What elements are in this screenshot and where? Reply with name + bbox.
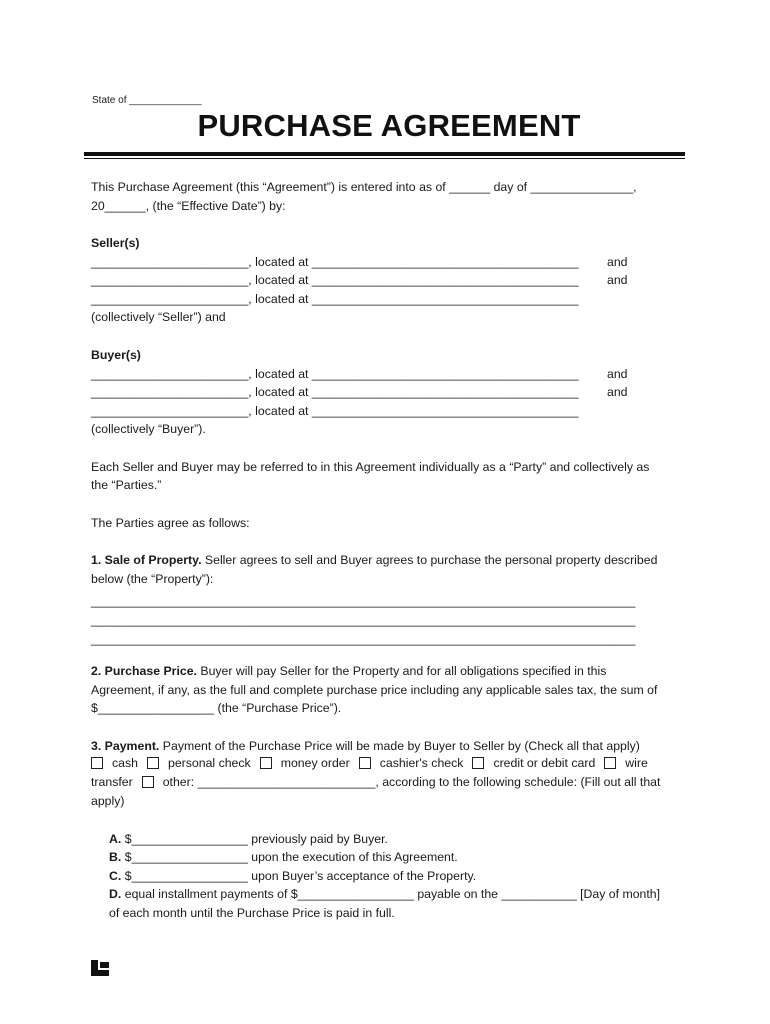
- schedule-item-a: [109, 832, 388, 846]
- cash-label: cash: [112, 756, 138, 770]
- parties-line-1: Each Seller and Buyer may be referred to in this Agreement individually as a “Party” and collectively as: [91, 460, 650, 474]
- section-1-text: Seller agrees to sell and Buyer agrees to purchase the personal property described: [201, 553, 658, 567]
- buyer-name-blank: _______________________: [91, 367, 249, 381]
- seller-name-blank: _______________________: [91, 292, 249, 306]
- cashiers-check-label: cashier's check: [379, 756, 464, 770]
- intro-line-2: 20______, (the “Effective Date”) by:: [91, 199, 286, 213]
- seller-row: [91, 273, 579, 287]
- seller-name-blank: _______________________: [91, 255, 249, 269]
- document-title: PURCHASE AGREEMENT: [197, 108, 581, 143]
- other-checkbox[interactable]: [142, 776, 154, 788]
- seller-address-blank: _______________________________________: [311, 273, 579, 287]
- property-blank-line: __________________________________________________________________________________: [91, 594, 636, 608]
- card-label: credit or debit card: [493, 756, 596, 770]
- payment-options-row-1: [91, 756, 648, 770]
- seller-address-blank: _______________________________________: [311, 292, 579, 306]
- and-label: and: [607, 367, 628, 381]
- buyer-address-blank: _______________________________________: [311, 367, 579, 381]
- title-rule-thick: [84, 152, 685, 156]
- intro-line-1: This Purchase Agreement (this “Agreement”) is entered into as of ______ day of _______________,: [91, 180, 637, 194]
- property-blank-line: __________________________________________________________________________________: [91, 613, 636, 627]
- payment-options-row-2: [91, 775, 660, 789]
- schedule-letter: A.: [109, 832, 122, 846]
- section-3-line-end: apply): [91, 794, 125, 808]
- schedule-item-d: [109, 887, 660, 901]
- located-at-label: , located at: [248, 273, 309, 287]
- buyer-address-blank: _______________________________________: [311, 404, 579, 418]
- schedule-text: $_________________ previously paid by Buyer.: [121, 832, 388, 846]
- money-order-label: money order: [280, 756, 350, 770]
- sellers-collectively: (collectively “Seller”) and: [91, 310, 226, 324]
- transfer-label: transfer: [91, 775, 133, 789]
- section-2-line-2: Agreement, if any, as the full and complete purchase price including any applicable sales tax, the sum of: [91, 683, 658, 697]
- cashiers-check-checkbox[interactable]: [359, 757, 371, 769]
- buyers-collectively: (collectively “Buyer”).: [91, 422, 206, 436]
- section-2-text: Buyer will pay Seller for the Property and for all obligations specified in this: [196, 664, 607, 678]
- card-checkbox[interactable]: [472, 757, 484, 769]
- wire-transfer-checkbox[interactable]: [604, 757, 616, 769]
- schedule-item-b: [109, 850, 458, 864]
- section-2-line-1: [91, 664, 606, 678]
- section-2-heading: 2. Purchase Price.: [91, 664, 197, 678]
- section-1-heading: 1. Sale of Property.: [91, 553, 202, 567]
- agree-line: The Parties agree as follows:: [91, 516, 250, 530]
- located-at-label: , located at: [248, 255, 309, 269]
- state-field: State of _____________: [92, 95, 202, 106]
- money-order-checkbox[interactable]: [260, 757, 272, 769]
- located-at-label: , located at: [248, 367, 309, 381]
- schedule-text: $_________________ upon the execution of this Agreement.: [121, 850, 458, 864]
- property-blank-line: __________________________________________________________________________________: [91, 632, 636, 646]
- and-label: and: [607, 255, 628, 269]
- and-label: and: [607, 385, 628, 399]
- buyer-row: [91, 404, 579, 418]
- section-3-heading: 3. Payment.: [91, 739, 160, 753]
- section-1-line-1: [91, 553, 657, 567]
- section-3-line-1: [91, 739, 640, 753]
- and-label: and: [607, 273, 628, 287]
- buyer-name-blank: _______________________: [91, 385, 249, 399]
- other-label: other: __________________________, according to the following schedule: (Fill out all that: [162, 775, 661, 789]
- personal-check-label: personal check: [167, 756, 251, 770]
- buyer-name-blank: _______________________: [91, 404, 249, 418]
- brand-logo-icon: [91, 960, 109, 976]
- located-at-label: , located at: [248, 292, 309, 306]
- buyer-address-blank: _______________________________________: [311, 385, 579, 399]
- schedule-tail: of each month until the Purchase Price is paid in full.: [109, 906, 395, 920]
- sellers-heading: Seller(s): [91, 236, 140, 250]
- located-at-label: , located at: [248, 385, 309, 399]
- section-3-text: Payment of the Purchase Price will be made by Buyer to Seller by (Check all that apply): [159, 739, 640, 753]
- section-1-line-2: below (the “Property”):: [91, 572, 214, 586]
- buyers-heading: Buyer(s): [91, 348, 141, 362]
- schedule-item-c: [109, 869, 476, 883]
- section-2-line-3: $_________________ (the “Purchase Price”).: [91, 701, 342, 715]
- wire-label: wire: [625, 756, 648, 770]
- personal-check-checkbox[interactable]: [147, 757, 159, 769]
- schedule-letter: D.: [109, 887, 122, 901]
- buyer-row: [91, 385, 579, 399]
- schedule-letter: B.: [109, 850, 122, 864]
- schedule-text: $_________________ upon Buyer’s acceptance of the Property.: [121, 869, 477, 883]
- parties-line-2: the “Parties.”: [91, 478, 162, 492]
- seller-row: [91, 292, 579, 306]
- schedule-letter: C.: [109, 869, 122, 883]
- seller-address-blank: _______________________________________: [311, 255, 579, 269]
- located-at-label: , located at: [248, 404, 309, 418]
- buyer-row: [91, 367, 579, 381]
- cash-checkbox[interactable]: [91, 757, 103, 769]
- schedule-text: equal installment payments of $_________________ payable on the ___________ [Day of month]: [121, 887, 661, 901]
- seller-row: [91, 255, 579, 269]
- title-rule-thin: [84, 158, 685, 159]
- seller-name-blank: _______________________: [91, 273, 249, 287]
